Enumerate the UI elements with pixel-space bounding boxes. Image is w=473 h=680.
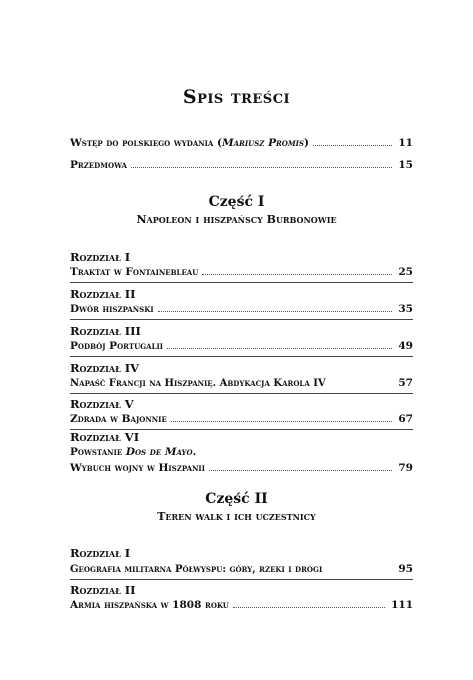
chapter-label: Rozdział I xyxy=(70,250,131,264)
divider xyxy=(70,319,413,320)
divider xyxy=(70,356,413,357)
dot-leader xyxy=(167,348,392,349)
chapter-title: Zdrada w Bajonnie xyxy=(70,413,167,425)
page-number: 67 xyxy=(398,413,413,425)
part-subtitle: Napoleon i hiszpańscy Burbonowie xyxy=(136,213,337,226)
dot-leader xyxy=(233,607,385,608)
chapter-title: Wybuch wojny w Hiszpanii xyxy=(70,462,205,474)
page-number: 111 xyxy=(391,599,413,611)
chapter-label: Rozdział II xyxy=(70,287,136,301)
chapter-label: Rozdział VI xyxy=(70,430,140,444)
toc-entry-text: Wstęp do polskiego wydania (Mariusz Promis) xyxy=(70,137,309,149)
chapter-label: Rozdział IV xyxy=(70,361,140,375)
toc-entry-chapter[interactable] xyxy=(70,266,413,278)
toc-entry-preface[interactable] xyxy=(70,159,413,171)
divider xyxy=(70,282,413,283)
divider xyxy=(70,393,413,394)
divider xyxy=(70,579,413,580)
toc-entry-chapter[interactable] xyxy=(70,377,413,389)
part-title: Część I xyxy=(208,194,265,210)
page-number: 11 xyxy=(398,137,413,149)
toc-entry-chapter[interactable] xyxy=(70,340,413,352)
chapter-title: Podbój Portugalii xyxy=(70,340,164,352)
page-number: 49 xyxy=(398,340,413,352)
dot-leader xyxy=(202,274,392,275)
toc-entry-text: Przedmowa xyxy=(70,159,127,171)
chapter-title-line: Powstanie Dos de Mayo. xyxy=(70,446,197,458)
toc-entry-chapter[interactable] xyxy=(70,462,413,474)
toc-entry-chapter[interactable] xyxy=(70,563,413,575)
dot-leader xyxy=(313,145,392,146)
page-number: 79 xyxy=(398,462,413,474)
chapter-label: Rozdział II xyxy=(70,583,136,597)
dot-leader xyxy=(131,167,392,168)
page-number: 95 xyxy=(398,563,413,575)
chapter-label: Rozdział III xyxy=(70,324,141,338)
toc-entry-chapter[interactable] xyxy=(70,599,413,611)
toc-entry-chapter[interactable] xyxy=(70,413,413,425)
dot-leader xyxy=(171,421,393,422)
chapter-title: Napaść Francji na Hiszpanię. Abdykacja Karola IV xyxy=(70,378,326,389)
page-title: Spis treści xyxy=(182,86,291,108)
page-number: 15 xyxy=(398,159,413,171)
page-number: 35 xyxy=(398,303,413,315)
toc-entry-introduction[interactable] xyxy=(70,137,413,149)
chapter-title: Geografia militarna Półwyspu: góry, rzeki i drogi xyxy=(70,564,323,575)
chapter-label: Rozdział I xyxy=(70,546,131,560)
dot-leader xyxy=(209,470,392,471)
dot-leader xyxy=(158,311,393,312)
chapter-title: Armia hiszpańska w 1808 roku xyxy=(70,599,229,611)
page-number: 57 xyxy=(398,377,413,389)
chapter-title: Traktat w Fontainebleau xyxy=(70,266,199,278)
chapter-label: Rozdział V xyxy=(70,397,134,411)
part-subtitle: Teren walk i ich uczestnicy xyxy=(157,510,316,523)
chapter-title: Dwór hiszpański xyxy=(70,303,154,315)
toc-entry-chapter[interactable] xyxy=(70,303,413,315)
page-number: 25 xyxy=(398,266,413,278)
part-title: Część II xyxy=(205,491,268,507)
